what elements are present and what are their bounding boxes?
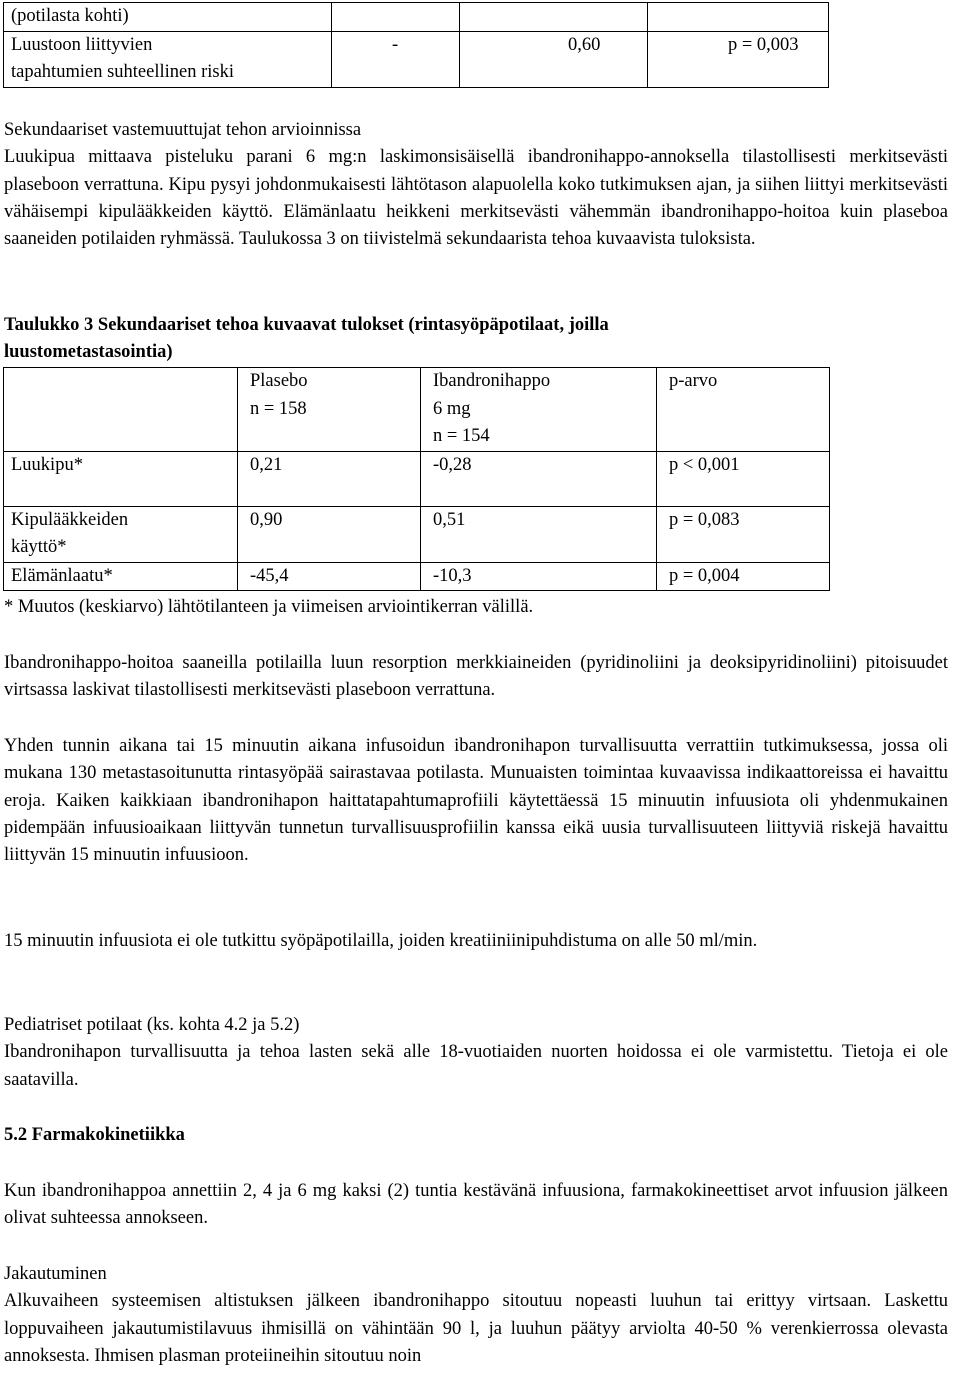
table-header-ibandronate: Ibandronihappo 6 mg n = 154 <box>421 368 657 452</box>
row-label: Kipulääkkeiden käyttö* <box>4 506 238 562</box>
table3-footnote <box>4 594 948 621</box>
resorption-paragraph <box>4 650 948 705</box>
relative-risk-table <box>3 2 829 88</box>
table-cell-empty <box>460 3 648 32</box>
table-row <box>4 506 830 562</box>
cell-placebo: 0,21 <box>238 451 421 506</box>
secondary-endpoints-section <box>4 117 948 253</box>
cell-placebo: 0,90 <box>238 506 421 562</box>
table-row <box>4 451 830 506</box>
section-heading-text: 5.2 Farmakokinetiikka <box>4 1125 185 1145</box>
distribution-text: Alkuvaiheen systeemisen altistuksen jälkeen ibandronihappo sitoutuu nopeasti luuhun tai erittyy virtsaan. Laskettu loppuvaiheen jakautumistilavuus ihmisillä on vähintään 90 l, ja luuhun päätyy arviolta 40-50 % verenkierrossa olevasta annoksesta. Ihmisen plasman proteiineihin sitoutuu noin <box>4 1291 948 1366</box>
table-header-placebo: Plasebo n = 158 <box>238 368 421 452</box>
cell-ibandronate: -0,28 <box>421 451 657 506</box>
table-cell-empty <box>648 3 829 32</box>
cell-p-value: p = 0,004 <box>657 562 830 591</box>
safety-text: Yhden tunnin aikana tai 15 minuutin aikana infusoidun ibandronihapon turvallisuutta verrattiin tutkimuksessa, jossa oli mukana 130 metastasoitunutta rintasyöpää sairastavaa potilasta. Munuaisten toimintaa kuvaavissa indikaattoreissa ei havaittu eroja. Kaiken kaikkiaan ibandronihapon haittatapahtumaprofiili käytettäessä 15 minuutin infuusiota oli yhdenmukainen pidempään infuusioaikaan liittyvän tunnetun turvallisuusprofiilin kanssa eikä uusia turvallisuuteen liittyviä riskejä havaittu liittyvän 15 minuutin infuusioon. <box>4 736 948 866</box>
pharmacokinetics-heading <box>4 1122 948 1149</box>
row-label: Luukipu* <box>4 451 238 506</box>
pk-paragraph <box>4 1178 948 1233</box>
table-header-p-value: p-arvo <box>657 368 830 452</box>
distribution-heading: Jakautuminen <box>4 1264 107 1284</box>
table-cell-p-value: p = 0,003 <box>648 31 829 87</box>
pediatric-section <box>4 1012 948 1094</box>
footnote-text: * Muutos (keskiarvo) lähtötilanteen ja viimeisen arviointikerran välillä. <box>4 597 534 617</box>
table-row-label-continuation: (potilasta kohti) <box>4 3 332 32</box>
table-row-label: Luustoon liittyvien tapahtumien suhteellinen riski <box>4 31 332 87</box>
table3 <box>3 367 830 591</box>
table-cell-empty <box>332 3 460 32</box>
table-header-row <box>4 368 830 452</box>
cell-ibandronate: -10,3 <box>421 562 657 591</box>
cell-ibandronate: 0,51 <box>421 506 657 562</box>
cell-p-value: p < 0,001 <box>657 451 830 506</box>
secondary-paragraph: Luukipua mittaava pisteluku parani 6 mg:n laskimonsisäisellä ibandronihappo-annoksella tilastollisesti merkitsevästi plaseboon verrattuna. Kipu pysyi johdonmukaisesti lähtötason alapuolella koko tutkimuksen ajan, ja siihen liittyi merkitsevästi vähäisempi kipulääkkeiden käyttö. Elämänlaatu heikkeni merkitsevästi vähemmän ibandronihappo-hoitoa kuin plaseboa saaneiden potilaiden ryhmässä. Taulukossa 3 on tiivistelmä sekundaarista tehoa kuvaavista tuloksista. <box>4 147 948 250</box>
renal-text: 15 minuutin infuusiota ei ole tutkittu syöpäpotilailla, joiden kreatiiniinipuhdistuma on alle 50 ml/min. <box>4 931 758 951</box>
table3-caption <box>4 312 948 367</box>
cell-placebo: -45,4 <box>238 562 421 591</box>
cell-p-value: p = 0,083 <box>657 506 830 562</box>
table-cell-placebo: - <box>332 31 460 87</box>
distribution-section <box>4 1261 948 1370</box>
pk-text: Kun ibandronihappoa annettiin 2, 4 ja 6 mg kaksi (2) tuntia kestävänä infuusiona, farmakokineettiset arvot infuusion jälkeen olivat suhteessa annokseen. <box>4 1181 948 1229</box>
table3-caption-line2: luustometastasointia) <box>4 342 173 363</box>
resorption-text: Ibandronihappo-hoitoa saaneilla potilailla luun resorption merkkiaineiden (pyridinoliini ja deoksipyridinoliini) pitoisuudet virtsassa laskivat tilastollisesti merkitsevästi plaseboon verrattuna. <box>4 653 948 701</box>
table-header-empty <box>4 368 238 452</box>
table3-caption-line1: Taulukko 3 Sekundaariset tehoa kuvaavat tulokset (rintasyöpäpotilaat, joilla <box>4 315 609 335</box>
table-row <box>4 562 830 591</box>
pediatric-heading: Pediatriset potilaat (ks. kohta 4.2 ja 5.2) <box>4 1015 300 1035</box>
row-label: Elämänlaatu* <box>4 562 238 591</box>
renal-paragraph <box>4 928 948 955</box>
pediatric-text: Ibandronihapon turvallisuutta ja tehoa lasten sekä alle 18-vuotiaiden nuorten hoidossa ei ole varmistettu. Tietoja ei ole saatavilla. <box>4 1042 948 1090</box>
table-cell-ibandronate: 0,60 <box>460 31 648 87</box>
secondary-heading: Sekundaariset vastemuuttujat tehon arvioinnissa <box>4 120 362 140</box>
safety-paragraph <box>4 733 948 869</box>
